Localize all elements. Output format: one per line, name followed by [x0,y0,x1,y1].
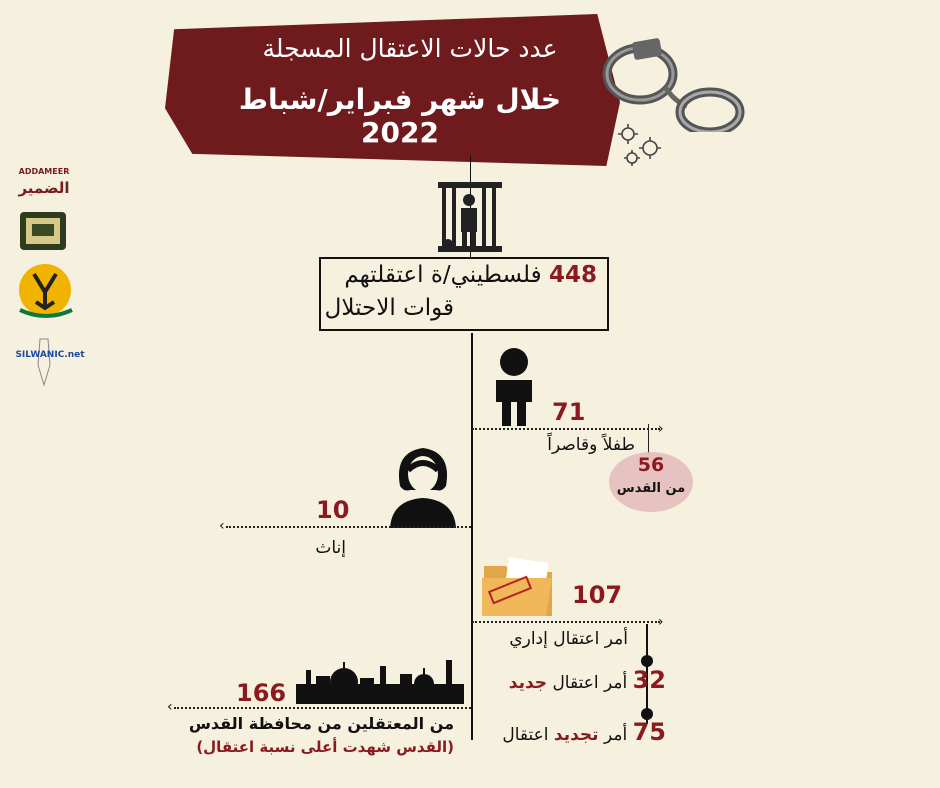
svg-text:SILWANIC.net: SILWANIC.net [15,350,85,360]
top-secret-folder-icon [480,556,556,618]
jerusalem-arrow [174,707,471,709]
jerusalem-number: 166 [236,679,287,707]
females-label: إناث [315,538,346,558]
admin-renew-word: تجديد [553,725,599,745]
woman-icon [386,442,460,530]
total-line-1 [319,262,597,288]
org-logo-2 [14,210,74,252]
admin-arrow [472,621,660,623]
admin-renew-suffix: اعتقال [502,725,549,745]
total-number: 448 [548,262,597,288]
admin-arrow-head: › [658,614,664,630]
total-text-1: فلسطيني/ة اعتقلتهم [344,262,542,288]
admin-number: 107 [572,581,623,609]
admin-new-row [480,666,666,694]
addameer-logo [14,163,74,203]
svg-text:ADDAMEER: ADDAMEER [18,167,70,176]
title-line-2: خلال شهر فبراير/شباط 2022 [238,83,562,149]
admin-label: أمر اعتقال إداري [509,629,628,649]
children-number: 71 [552,398,586,426]
svg-text:الضمير: الضمير [18,179,70,197]
admin-new-number: 32 [632,666,666,694]
females-arrow-head: ‹ [219,518,225,534]
prisoner-cell-icon [434,180,506,256]
children-arrow [472,428,660,430]
jerusalem-arrow-head: ‹ [167,699,173,715]
children-jerusalem-number: 56 [637,454,665,476]
children-label: طفلاً وقاصراً [547,435,635,455]
silwanic-logo [10,335,90,390]
jerusalem-note: (القدس شهدت أعلى نسبة اعتقال) [196,738,454,756]
org-logo-3 [14,262,78,320]
admin-renew-row [480,718,666,746]
admin-renew-prefix: أمر [603,725,628,745]
admin-new-word: جديد [508,673,548,693]
jerusalem-label: من المعتقلين من محافظة القدس [188,714,454,733]
admin-new-prefix: أمر اعتقال [552,673,628,693]
females-arrow [226,526,471,528]
females-number: 10 [316,496,350,524]
virus-icon [612,120,672,170]
handcuffs-icon [595,22,755,132]
main-timeline [471,333,473,740]
children-arrow-head: › [658,421,664,437]
admin-renew-number: 75 [632,718,666,746]
children-jerusalem-label: من القدس [616,481,686,496]
jerusalem-skyline-icon [296,658,464,704]
child-icon [486,346,542,428]
title-line-1: عدد حالات الاعتقال المسجلة [262,34,558,63]
total-line-2: قوات الاحتلال [324,295,454,321]
